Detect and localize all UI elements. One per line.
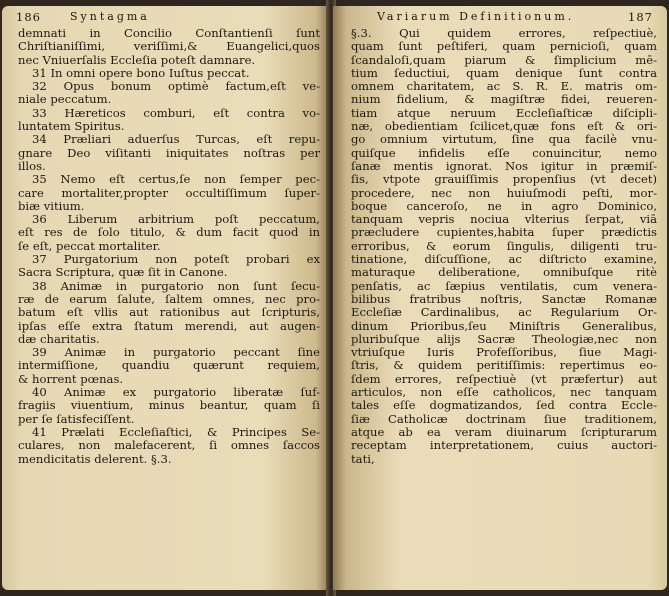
text-line: §.3. Qui quidem errores, reſpectiuè, bbox=[351, 27, 657, 40]
text-line: nium fidelium, & magiſtræ fidei, reueren- bbox=[351, 93, 657, 107]
text-line: præcludere cupientes,habita ſuper prædictis bbox=[351, 226, 657, 240]
text-line: ſis, vtpote grauiſſimis propenſius (vt decet) bbox=[351, 173, 657, 187]
text-line: Sacra Scriptura, quæ ſit in Canone. bbox=[18, 266, 228, 280]
text-line: niale peccatum. bbox=[18, 93, 112, 107]
text-line: ræ de earum ſalute, ſaltem omnes, nec pro- bbox=[18, 292, 320, 306]
text-line: omnem charitatem, ac S. R. E. matris om- bbox=[351, 80, 657, 94]
text-line: tales eſſe dogmatizandos, ſed contra Eccle- bbox=[351, 399, 657, 413]
text-line: ſanæ mentis ignorat. Nos igitur in præmiſ- bbox=[351, 159, 657, 173]
text-line: articulos, non eſſe catholicos, nec tanquam bbox=[351, 386, 657, 400]
text-line: care mortaliter,propter occultiſſimum ſuper- bbox=[18, 186, 320, 200]
text-line: Eccleſiæ Cardinalibus, ac Regularium Or- bbox=[351, 306, 657, 320]
running-head: Variarum Definitionum. bbox=[377, 10, 575, 23]
text-line: ſe eſt, peccat mortaliter. bbox=[18, 239, 161, 253]
text-line: bilibus fratribus noſtris, Sanctæ Romanæ bbox=[351, 292, 657, 306]
text-line: batum eſt vllis aut rationibus aut ſcripturis, bbox=[18, 306, 320, 320]
text-line: ipſas eſſe extra ſtatum merendi, aut augen- bbox=[18, 319, 320, 333]
text-line: 37 Purgatorium non poteſt probari ex bbox=[32, 253, 320, 267]
text-line: & horrent pœnas. bbox=[18, 372, 124, 386]
text-line: illos. bbox=[18, 159, 46, 173]
right-page-header bbox=[347, 10, 653, 26]
text-line: tium ſeductiui, quam denique ſunt contra bbox=[351, 66, 657, 80]
text-line: tiam atque neruum Eccleſiaſticæ diſcipli- bbox=[351, 106, 657, 120]
text-line: go omnium virtutum, ſine qua facilè vnu- bbox=[351, 133, 657, 147]
page-number: 186 bbox=[16, 10, 41, 24]
text-line: intermiſſione, quandiu quærunt requiem, bbox=[18, 359, 320, 373]
left-page-header bbox=[16, 10, 315, 26]
left-page bbox=[2, 6, 329, 590]
text-line: ſdem errores, reſpectiuè (vt præfertur) aut bbox=[351, 372, 657, 386]
text-line: 33 Hæreticos comburi, eſt contra vo- bbox=[32, 106, 320, 120]
text-line: boque canceroſo, ne in agro Dominico, bbox=[351, 199, 657, 213]
text-line: næ, obedientiam ſcilicet,quæ fons eſt & ori- bbox=[351, 120, 657, 134]
text-line: 35 Nemo eſt certus,ſe non ſemper pec- bbox=[32, 173, 320, 187]
text-line: procedere, nec non huiuſmodi peſti, mor- bbox=[351, 186, 657, 200]
running-head: Syntagma bbox=[70, 10, 150, 23]
right-page bbox=[333, 6, 667, 590]
text-line: 36 Liberum arbitrium poſt peccatum, bbox=[32, 213, 320, 227]
text-line: ſiæ Catholicæ doctrinam ſiue traditionem, bbox=[351, 412, 657, 426]
text-line: tanquam vepris nociua vlterius ſerpat, viā bbox=[351, 213, 657, 227]
text-line: biæ vitium. bbox=[18, 199, 85, 213]
text-line: penſatis, ac ſæpius ventilatis, cum venera- bbox=[351, 279, 657, 293]
text-line: vtriuſque Iuris Profeſſoribus, ſiue Magi- bbox=[351, 346, 657, 360]
text-line: Chriſtianiſſimi, veriſſimi,& Euangelici,quos bbox=[18, 40, 320, 54]
text-line: 34 Præliari aduerſus Turcas, eſt repu- bbox=[32, 133, 320, 147]
text-line: 31 In omni opere bono Iuſtus peccat. bbox=[32, 66, 250, 80]
text-line: receptam interpretationem, cuius auctori- bbox=[351, 439, 657, 453]
text-line: luntatem Spiritus. bbox=[18, 120, 125, 134]
text-line: tati, bbox=[351, 452, 375, 466]
text-line: culares, non malefacerent, ſi omnes ſaccos bbox=[18, 439, 320, 453]
text-line: pluribuſque alijs Sacræ Theologiæ,nec non bbox=[351, 332, 657, 346]
text-line: quiſque infidelis eſſe conuincitur, nemo bbox=[351, 146, 657, 160]
right-page-text bbox=[351, 27, 657, 466]
text-line: ſtris, & quidem peritiſſimis: repertimus eo- bbox=[351, 359, 657, 373]
text-line: maturaque deliberatione, omnibuſque ritè bbox=[351, 266, 657, 280]
text-line: 32 Opus bonum optimè factum,eſt ve- bbox=[32, 80, 320, 94]
text-line: 40 Animæ ex purgatorio liberatæ ſuf- bbox=[32, 386, 320, 400]
text-line: demnati in Concilio Conſtantienſi ſunt bbox=[18, 27, 320, 40]
text-line: per ſe ſatisfeciſſent. bbox=[18, 412, 135, 426]
text-line: dæ charitatis. bbox=[18, 332, 100, 346]
text-line: 39 Animæ in purgatorio peccant ſine bbox=[32, 346, 320, 360]
text-line: dinum Prioribus,ſeu Miniſtris Generalibus, bbox=[351, 319, 657, 333]
text-line: mendicitatis delerent. §.3. bbox=[18, 452, 172, 466]
left-page-text bbox=[18, 27, 320, 466]
text-line: quam ſunt peſtiferi, quam pernicioſi, quam bbox=[351, 40, 657, 54]
text-line: atque ab ea veram diuinarum ſcripturarum bbox=[351, 425, 657, 439]
text-line: eſt res de ſolo titulo, & dum facit quod in bbox=[18, 226, 320, 240]
text-line: ſcandaloſi,quam piarum & ſimplicium mē- bbox=[351, 53, 657, 67]
text-line: fragiis viuentium, minus beantur, quam ſi bbox=[18, 399, 320, 413]
text-line: tinatione, diſcuſſione, ac diſtricto examine, bbox=[351, 253, 657, 267]
text-line: 38 Animæ in purgatorio non ſunt ſecu- bbox=[32, 279, 320, 293]
text-line: 41 Prælati Eccleſiaſtici, & Principes Se- bbox=[32, 425, 320, 439]
page-number: 187 bbox=[628, 10, 653, 24]
text-line: erroribus, & eorum ſingulis, diligenti tru- bbox=[351, 239, 657, 253]
text-line: nec Vniuerſalis Eccleſia poteſt damnare. bbox=[18, 53, 256, 67]
text-line: gnare Deo viſitanti iniquitates noſtras per bbox=[18, 146, 320, 160]
